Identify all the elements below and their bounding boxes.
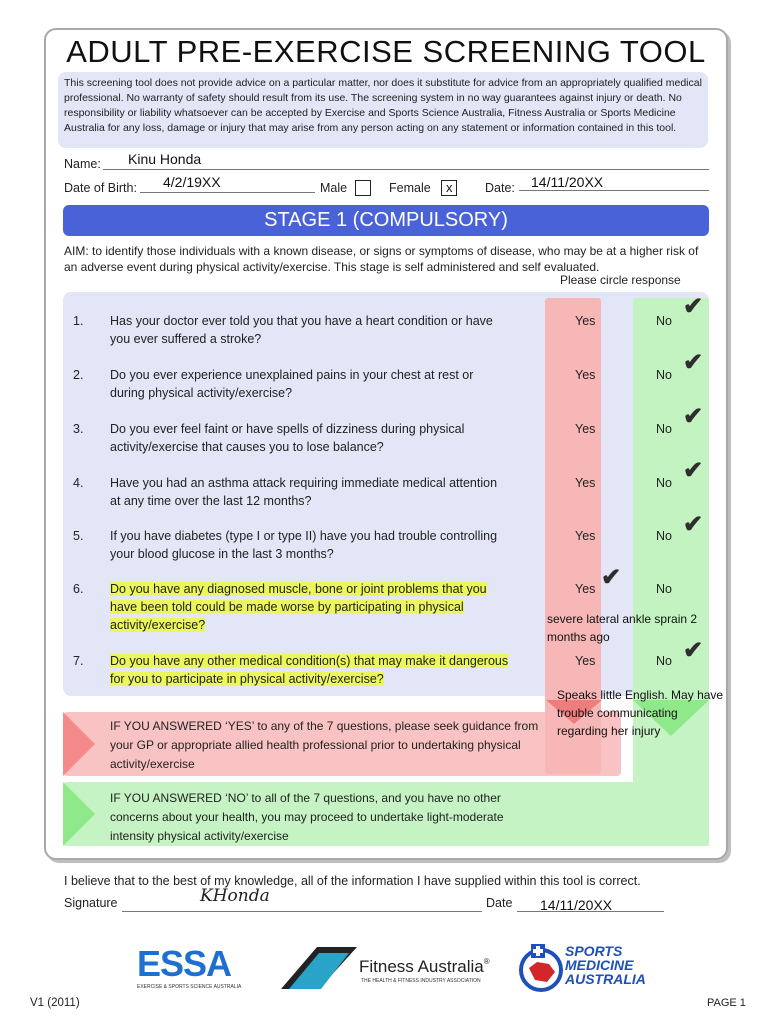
dob-field[interactable]: 4/2/19XX	[163, 174, 221, 190]
question-6-check-icon: ✔	[601, 564, 622, 591]
essa-logo	[137, 943, 262, 990]
aim-text: AIM: to identify those individuals with a known disease, or signs or symptoms of disease, who may be at a higher risk of an adverse event during physical activity/exercise. This stage is self administered and self evaluated.	[64, 244, 699, 274]
question-2-no[interactable]: No	[656, 368, 672, 382]
question-2-yes[interactable]: Yes	[575, 368, 596, 382]
circle-hint: Please circle response	[560, 273, 681, 287]
signature-label: Signature	[64, 896, 118, 910]
version-label: V1 (2011)	[30, 997, 80, 1009]
question-5-number: 5.	[73, 529, 84, 543]
question-7-highlight: Do you have any other medical condition(s) that may make it dangerous for you to participate in physical activity/exercise?	[110, 654, 509, 686]
dob-label: Date of Birth:	[64, 181, 137, 195]
question-4-check-icon: ✔	[683, 457, 704, 484]
fitness-swoosh-icon	[279, 945, 359, 991]
male-checkbox[interactable]	[355, 180, 371, 196]
question-2-check-icon: ✔	[683, 349, 704, 376]
declaration-text: I believe that to the best of my knowledge, all of the information I have supplied within this tool is correct.	[64, 874, 641, 888]
name-field[interactable]: Kinu Honda	[128, 151, 202, 167]
page-title: ADULT PRE-EXERCISE SCREENING TOOL	[66, 34, 706, 69]
question-6-text	[110, 580, 510, 634]
question-4-no[interactable]: No	[656, 476, 672, 490]
fitness-wordmark	[359, 957, 490, 977]
question-3-check-icon: ✔	[683, 403, 704, 430]
question-1-yes[interactable]: Yes	[575, 314, 596, 328]
fitness-reg: ®	[483, 957, 490, 966]
if-yes-text: IF YOU ANSWERED ‘YES’ to any of the 7 questions, please seek guidance from your GP or appropriate allied health professional prior to undertaking physical activity/exercise	[110, 719, 539, 771]
question-5-text: If you have diabetes (type I or type II) have you had trouble controlling your blood glucose in the last 3 months?	[110, 529, 498, 561]
if-no-text: IF YOU ANSWERED ‘NO’ to all of the 7 questions, and you have no other concerns about your health, you may proceed to undertake light-moderate intensity physical activity/exercise	[110, 791, 504, 843]
question-7-text	[110, 652, 510, 688]
question-4-text: Have you had an asthma attack requiring immediate medical attention at any time over the last 12 months?	[110, 476, 498, 508]
question-7-no[interactable]: No	[656, 654, 672, 668]
date-label-footer: Date	[486, 896, 513, 910]
essa-wordmark: ESSA	[137, 943, 232, 984]
name-line	[103, 169, 709, 170]
question-7-number: 7.	[73, 654, 84, 668]
signature-field[interactable]: KHonda	[200, 886, 270, 906]
female-check-mark: x	[446, 180, 453, 195]
date-field[interactable]: 14/11/20XX	[531, 174, 604, 190]
date-label: Date:	[485, 181, 515, 195]
yes-arrow-icon	[63, 712, 95, 776]
sma-wordmark	[565, 944, 646, 986]
date-line	[519, 190, 709, 191]
female-label: Female	[389, 181, 431, 195]
question-3-number: 3.	[73, 422, 84, 436]
sma-line-2: MEDICINE	[565, 957, 634, 973]
question-5-yes[interactable]: Yes	[575, 529, 596, 543]
question-7-note: Speaks little English. May have trouble communicating regarding her injury	[557, 688, 724, 738]
essa-tagline: EXERCISE & SPORTS SCIENCE AUSTRALIA	[137, 984, 242, 990]
question-1-check-icon: ✔	[683, 293, 704, 320]
question-6-note: severe lateral ankle sprain 2 months ago	[547, 612, 698, 644]
question-1-number: 1.	[73, 314, 84, 328]
question-1-text: Has your doctor ever told you that you have a heart condition or have you ever suffered a stroke?	[110, 314, 493, 346]
question-6-yes[interactable]: Yes	[575, 582, 596, 596]
question-7-check-icon: ✔	[683, 637, 704, 664]
sma-line-1: SPORTS	[565, 943, 623, 959]
stage-heading: STAGE 1 (COMPULSORY)	[63, 205, 709, 236]
sports-medicine-logo	[517, 942, 647, 994]
question-2-number: 2.	[73, 368, 84, 382]
sma-line-3: AUSTRALIA	[565, 971, 646, 987]
question-3-yes[interactable]: Yes	[575, 422, 596, 436]
sma-emblem-icon	[517, 942, 567, 994]
page-number: PAGE 1	[707, 997, 746, 1009]
question-5-no[interactable]: No	[656, 529, 672, 543]
question-5-check-icon: ✔	[683, 511, 704, 538]
date-field-footer[interactable]: 14/11/20XX	[540, 897, 613, 913]
male-label: Male	[320, 181, 348, 195]
question-7-yes[interactable]: Yes	[575, 654, 596, 668]
question-2-text: Do you ever experience unexplained pains in your chest at rest or during physical activity/exercise?	[110, 368, 474, 400]
question-1-no[interactable]: No	[656, 314, 672, 328]
signature-line	[122, 911, 482, 912]
dob-line	[140, 192, 315, 193]
name-label: Name:	[64, 157, 101, 171]
question-6-number: 6.	[73, 582, 84, 596]
fitness-name: Fitness Australia	[359, 957, 484, 976]
question-4-yes[interactable]: Yes	[575, 476, 596, 490]
disclaimer: This screening tool does not provide advice on a particular matter, nor does it substitute for advice from an appropriately qualified medical professional. No warranty of safety should result from its use. The screening system in no way guarantees against injury or death. No responsibility or liability whatsoever can be accepted by Exercise and Sports Science Australia, Fitness Australia or Sports Medicine Australia for any loss, damage or injury that may arise from any person acting on any statement or information contained in this tool.	[58, 72, 708, 148]
no-arrow-icon	[63, 782, 95, 846]
question-6-no[interactable]: No	[656, 582, 672, 596]
question-3-text: Do you ever feel faint or have spells of dizziness during physical activity/exercise that causes you to lose balance?	[110, 422, 465, 454]
question-3-no[interactable]: No	[656, 422, 672, 436]
fitness-tagline: THE HEALTH & FITNESS INDUSTRY ASSOCIATION	[361, 978, 481, 984]
question-4-number: 4.	[73, 476, 84, 490]
question-6-highlight: Do you have any diagnosed muscle, bone or joint problems that you have been told could be made worse by participating in physical activity/exercise?	[110, 582, 487, 632]
fitness-australia-logo	[279, 945, 499, 991]
